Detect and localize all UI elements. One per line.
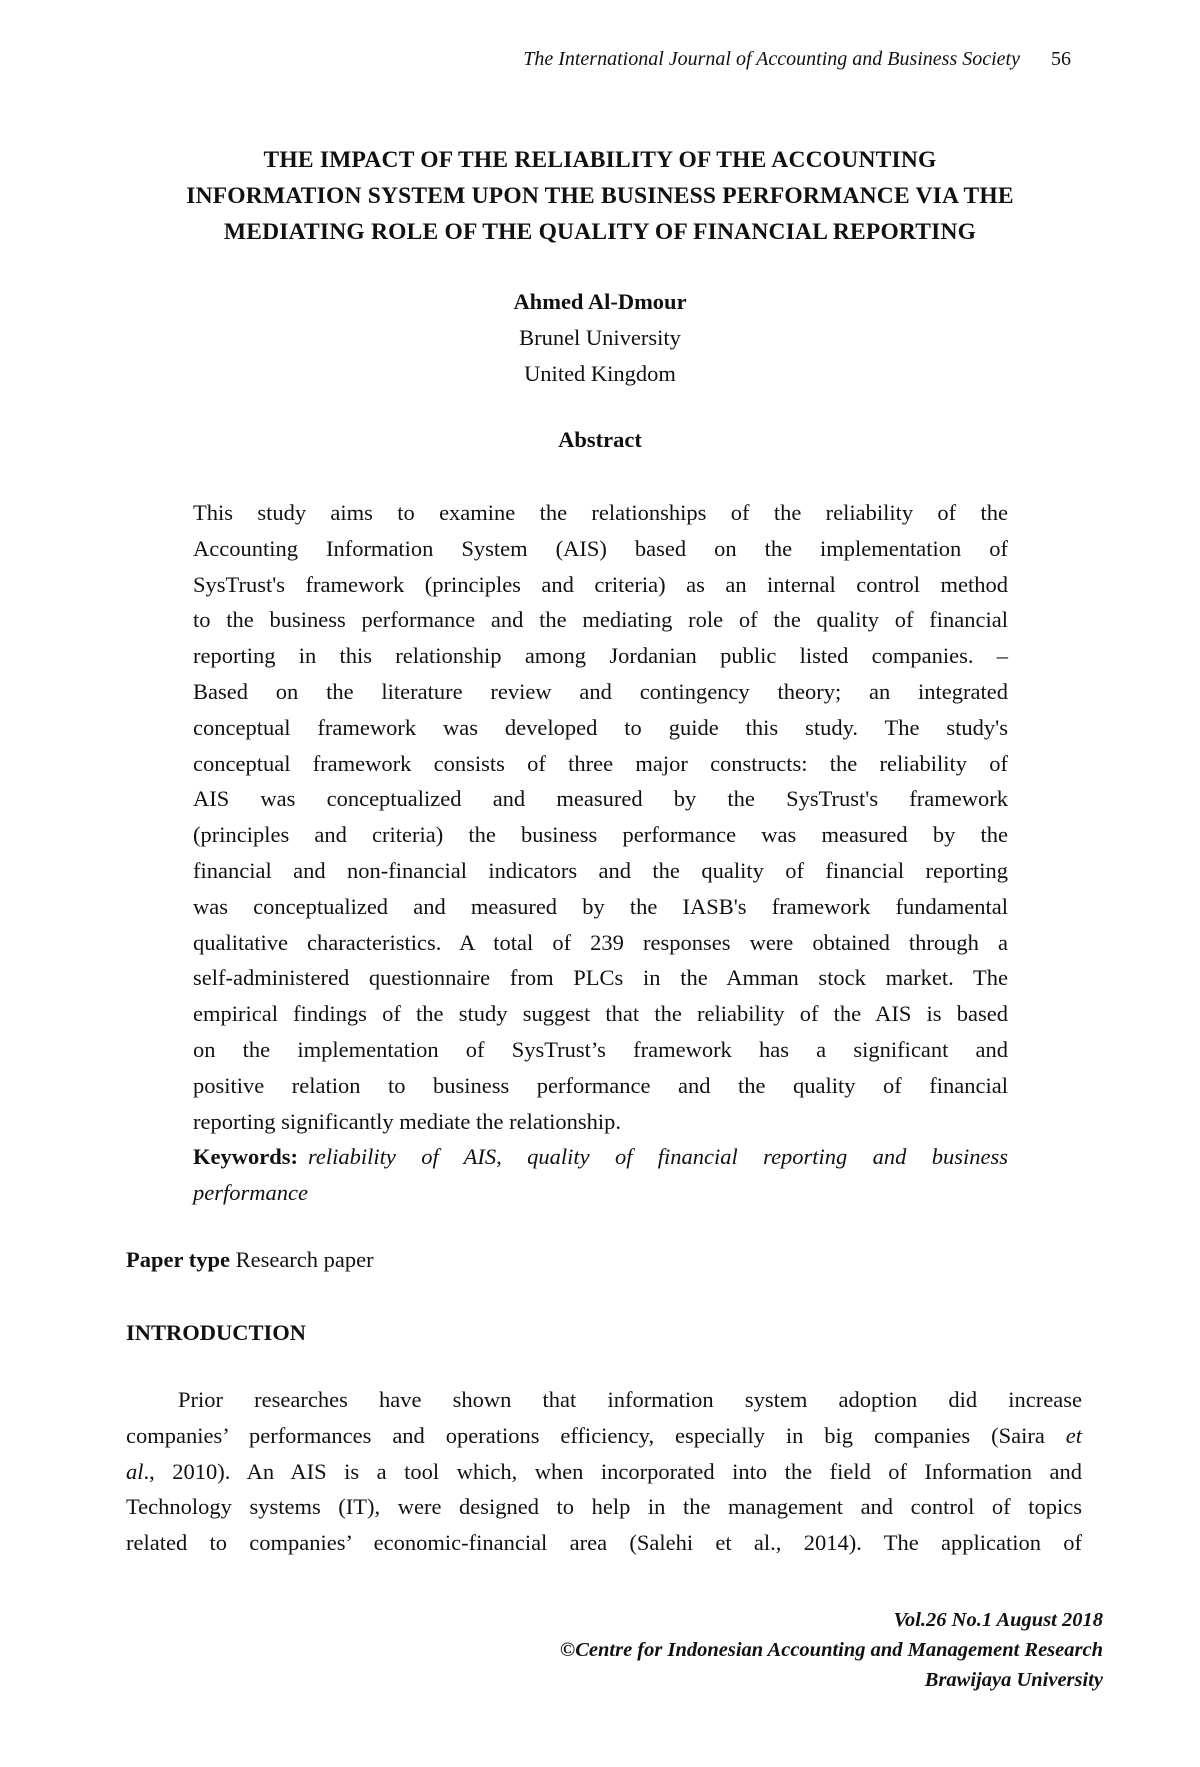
keywords-text: reliability of AIS, quality of financial reporting and business xyxy=(308,1144,1008,1169)
abstract-line: positive relation to business performance and the quality of financial xyxy=(193,1072,1008,1098)
footer-volume: Vol.26 No.1 August 2018 xyxy=(893,1609,1103,1631)
abstract-line: to the business performance and the mediating role of the quality of financial xyxy=(193,607,1008,633)
et-al-italic: et xyxy=(1065,1422,1082,1448)
et-al-italic: al xyxy=(126,1458,144,1484)
title-line: MEDIATING ROLE OF THE QUALITY OF FINANCIAL REPORTING xyxy=(223,219,977,245)
page-number: 56 xyxy=(1051,48,1071,70)
keywords-label: Keywords: xyxy=(193,1144,298,1169)
introduction-line: Prior researches have shown that information system adoption did increase xyxy=(178,1387,1082,1412)
introduction-body xyxy=(126,1382,1082,1561)
footer-university: Brawijaya University xyxy=(924,1669,1103,1691)
title-line: INFORMATION SYSTEM UPON THE BUSINESS PERFORMANCE VIA THE xyxy=(186,183,1014,209)
introduction-line xyxy=(126,1418,1082,1454)
introduction-line: related to companies’ economic-financial area (Salehi et al., 2014). The application of xyxy=(126,1530,1082,1556)
author-country: United Kingdom xyxy=(524,361,676,386)
abstract-line: reporting significantly mediate the relationship. xyxy=(193,1108,622,1134)
abstract-line: on the implementation of SysTrust’s framework has a significant and xyxy=(193,1036,1008,1062)
author-affiliation: Brunel University xyxy=(519,325,681,350)
author-name: Ahmed Al-Dmour xyxy=(513,289,687,314)
keywords xyxy=(193,1139,1008,1211)
keywords-line xyxy=(193,1139,1008,1175)
abstract-line: conceptual framework was developed to guide this study. The study's xyxy=(193,714,1008,740)
abstract-line: Based on the literature review and contingency theory; an integrated xyxy=(193,678,1008,704)
running-head xyxy=(0,48,1071,71)
abstract-line: Accounting Information System (AIS) based on the implementation of xyxy=(193,535,1008,561)
paper-type-label: Paper type xyxy=(126,1247,230,1272)
abstract-line: was conceptualized and measured by the IASB's framework fundamental xyxy=(193,893,1008,919)
abstract-line: reporting in this relationship among Jordanian public listed companies. – xyxy=(193,643,1008,669)
page-footer xyxy=(0,1605,1103,1695)
abstract-line: conceptual framework consists of three major constructs: the reliability of xyxy=(193,750,1008,776)
abstract-line: empirical findings of the study suggest that the reliability of the AIS is based xyxy=(193,1001,1008,1027)
footer-centre: ©Centre for Indonesian Accounting and Management Research xyxy=(559,1639,1103,1661)
introduction-line: Technology systems (IT), were designed to help in the management and control of topics xyxy=(126,1494,1082,1520)
introduction-heading: INTRODUCTION xyxy=(126,1320,307,1345)
abstract-heading: Abstract xyxy=(558,427,642,452)
paper-type xyxy=(126,1247,374,1273)
abstract-line: financial and non-financial indicators and the quality of financial reporting xyxy=(193,857,1008,883)
journal-name: The International Journal of Accounting and Business Society xyxy=(523,48,1020,70)
paper-title xyxy=(120,142,1080,250)
introduction-text: ., 2010). An AIS is a tool which, when incorporated into the field of Information and xyxy=(143,1458,1082,1484)
abstract-line: This study aims to examine the relationships of the reliability of the xyxy=(193,500,1008,525)
introduction-text: companies’ performances and operations efficiency, especially in big companies (Saira xyxy=(126,1422,1066,1448)
title-line: THE IMPACT OF THE RELIABILITY OF THE ACCOUNTING xyxy=(263,147,937,173)
author-block xyxy=(120,284,1080,392)
abstract-body xyxy=(193,495,1008,1139)
paper-type-value: Research paper xyxy=(235,1247,374,1272)
abstract-line: AIS was conceptualized and measured by the SysTrust's framework xyxy=(193,786,1008,812)
abstract-line: SysTrust's framework (principles and criteria) as an internal control method xyxy=(193,571,1008,597)
introduction-line xyxy=(126,1454,1082,1490)
abstract-line: (principles and criteria) the business performance was measured by the xyxy=(193,822,1008,848)
keywords-text: performance xyxy=(193,1179,308,1205)
abstract-line: self-administered questionnaire from PLCs in the Amman stock market. The xyxy=(193,965,1008,991)
abstract-line: qualitative characteristics. A total of 239 responses were obtained through a xyxy=(193,929,1008,955)
